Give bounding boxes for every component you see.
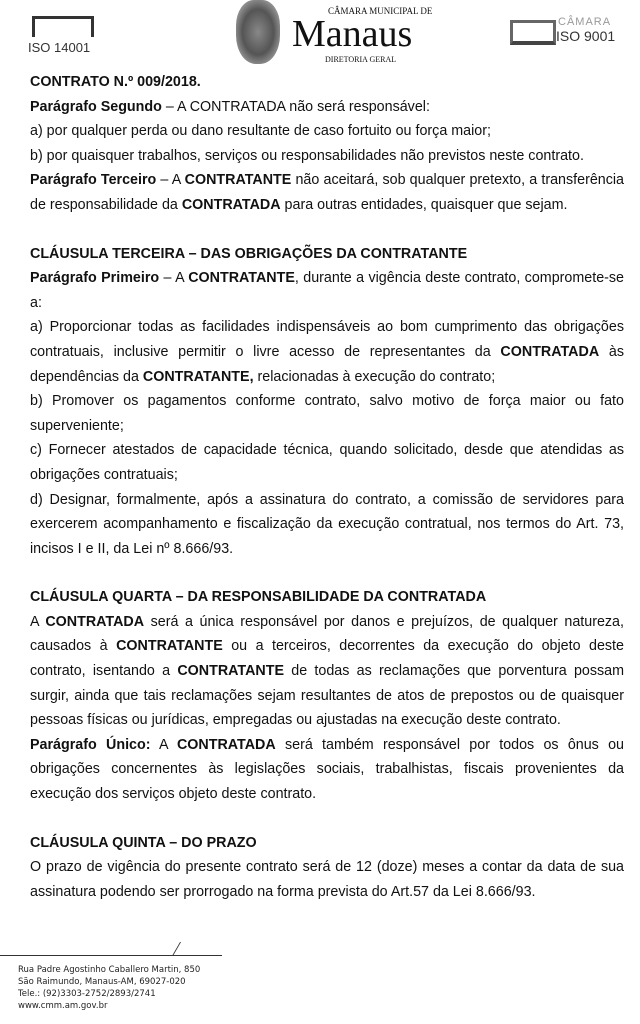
paragraph <box>30 119 624 144</box>
text: a) Proporcionar todas as facilidades indispensáveis ao bom cumprimento das obrigações contratuais, inclusive permitir o livre acesso de representantes da <box>30 319 624 360</box>
text: a) por qualquer perda ou dano resultante de caso fortuito ou força maior; <box>30 123 491 140</box>
bold-text: CONTRATADA <box>181 196 281 213</box>
paragraph <box>30 95 624 120</box>
cmm-logo-mark <box>32 16 94 37</box>
bold-text: Parágrafo Único: <box>30 736 151 753</box>
paragraph <box>30 168 624 217</box>
bold-text: CLÁUSULA QUARTA – DA RESPONSABILIDADE DA CONTRATADA <box>30 589 487 606</box>
bold-text: CONTRATANTE <box>177 663 285 680</box>
section-heading <box>30 242 624 267</box>
footer-street: Rua Padre Agostinho Caballero Martin, 850 <box>18 965 201 975</box>
text: – A CONTRATADA não será responsável: <box>161 98 430 115</box>
text: c) Fornecer atestados de capacidade técnica, quando solicitado, desde que atendidas as obrigações contratuais; <box>30 442 624 483</box>
footer-website[interactable]: www.cmm.am.gov.br <box>18 1001 108 1011</box>
section-heading <box>30 831 624 856</box>
bold-text: CONTRATANTE <box>116 638 223 655</box>
cmm-iso14001-logo <box>26 2 96 62</box>
bold-text: CONTRATADA <box>500 343 600 360</box>
text: A <box>30 613 46 630</box>
paragraph <box>30 610 624 733</box>
bold-text: CLÁUSULA TERCEIRA – DAS OBRIGAÇÕES DA CONTRATANTE <box>30 245 468 262</box>
manaus-logo-text: Manaus <box>292 13 413 55</box>
bold-text: Parágrafo Primeiro <box>30 270 160 287</box>
text: será a única responsável por danos e prejuízos, de qualquer natureza, causados à <box>30 613 624 655</box>
section-heading <box>30 70 624 95</box>
bold-text: CONTRATANTE, <box>142 368 254 385</box>
text: para outras entidades, quaisquer que sejam. <box>280 196 568 213</box>
camara-logo-mark <box>510 20 556 45</box>
text: b) por quaisquer trabalhos, serviços ou responsabilidades não previstos neste contrato. <box>30 147 584 164</box>
text: A <box>150 736 177 753</box>
camara-label: CÂMARA <box>558 16 612 28</box>
bold-text: Parágrafo Terceiro <box>30 172 157 189</box>
bold-text: Parágrafo Segundo <box>30 98 162 115</box>
bold-text: CONTRATO N.º 009/2018. <box>30 74 201 90</box>
text: , durante a vigência deste contrato, compromete-se a: <box>30 270 625 311</box>
bold-text: CONTRATADA <box>176 736 276 753</box>
bold-text: CLÁUSULA QUINTA – DO PRAZO <box>30 834 257 851</box>
paragraph <box>30 266 624 315</box>
text: de todas as reclamações que porventura possam surgir, ainda que tais reclamações sejam resultantes de atos de prepostos ou de quaisquer pessoas físicas ou jurídicas, empregadas ou ajustadas na execução deste contrato. <box>30 663 625 729</box>
iso-14001-label: ISO 14001 <box>28 40 91 55</box>
text: – A <box>156 172 185 189</box>
directorate-label: DIRETORIA GERAL <box>325 55 397 64</box>
manaus-crest-icon <box>236 0 280 64</box>
paragraph <box>30 389 624 438</box>
footer-divider <box>0 955 222 956</box>
bold-text: CONTRATANTE <box>188 270 295 287</box>
paragraph <box>30 733 624 807</box>
paragraph <box>30 438 624 487</box>
footer-address <box>18 964 200 1012</box>
paragraph <box>30 488 624 562</box>
paragraph <box>30 855 624 904</box>
text: não aceitará, sob qualquer pretexto, a transferência de responsabilidade da <box>30 172 625 213</box>
text: às dependências da <box>30 343 624 385</box>
contract-body <box>30 70 624 904</box>
paragraph <box>30 144 624 169</box>
text: – A <box>159 270 189 287</box>
text: b) Promover os pagamentos conforme contrato, salvo motivo de força maior ou fato superveniente; <box>30 393 624 434</box>
chamber-label: CÂMARA MUNICIPAL DE <box>328 6 433 16</box>
text: d) Designar, formalmente, após a assinatura do contrato, a comissão de servidores para exercerem acompanhamento e fiscalização da execução contratual, nos termos do Art. 73, incisos I e II, da Lei nº 8.666/93. <box>30 491 624 557</box>
footer-phone: Tele.: (92)3303-2752/2893/2741 <box>18 989 156 999</box>
letterhead <box>0 0 640 70</box>
text: relacionadas à execução do contrato; <box>253 368 496 385</box>
text: será também responsável por todos os ônus ou obrigações concernentes às legislações sociais, trabalhistas, fiscais provenientes da execução dos serviços objeto deste contrato. <box>30 736 624 803</box>
paragraph <box>30 315 624 389</box>
signature-mark <box>172 942 215 956</box>
footer-district: São Raimundo, Manaus-AM, 69027-020 <box>18 977 186 987</box>
text: ou a terceiros, decorrentes da execução do objeto deste contrato, isentando a <box>30 638 624 680</box>
bold-text: CONTRATANTE <box>184 172 292 189</box>
bold-text: CONTRATADA <box>45 613 145 630</box>
iso-9001-label: ISO 9001 <box>556 28 616 44</box>
section-heading <box>30 585 624 610</box>
text: O prazo de vigência do presente contrato será de 12 (doze) meses a contar da data de sua assinatura podendo ser prorrogado na forma prevista do Art.57 da Lei 8.666/93. <box>30 859 624 900</box>
